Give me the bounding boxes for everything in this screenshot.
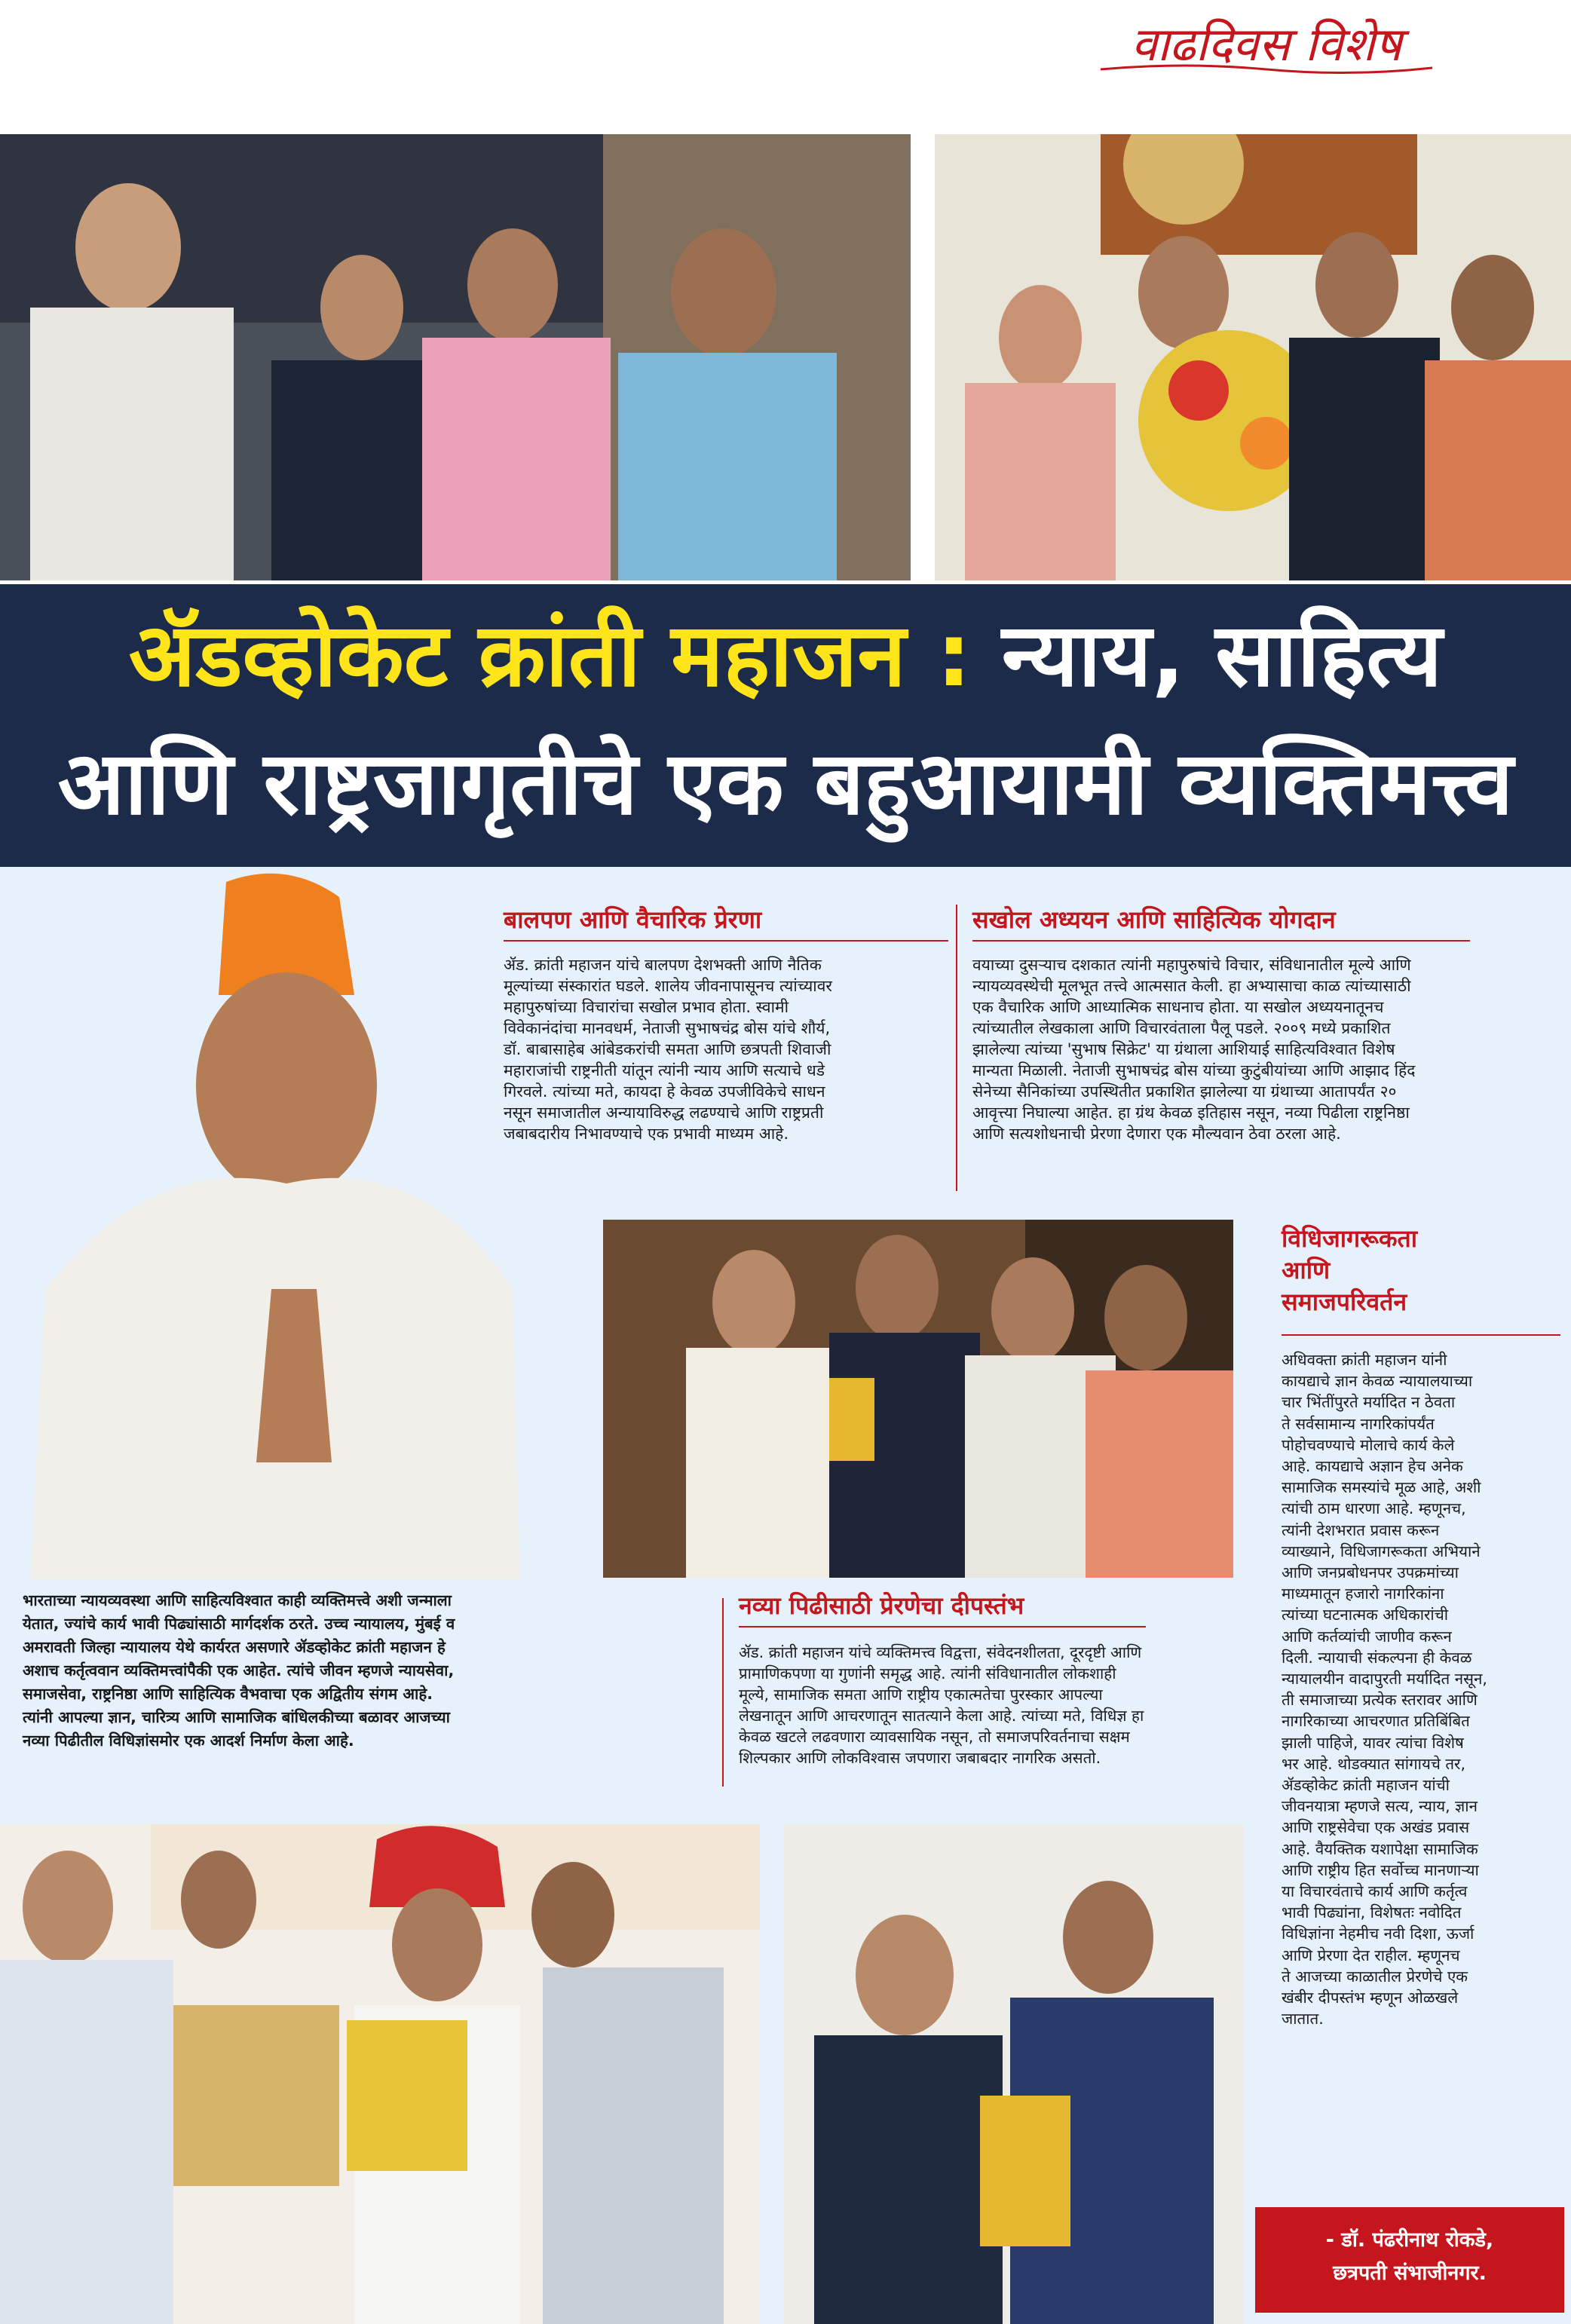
heading-line: आणि bbox=[1282, 1256, 1331, 1284]
section-body-inspiration bbox=[739, 1642, 1266, 1768]
text-line: लेखनातून आणि आचरणातून सातत्याने केला आहे. त्यांच्या मते, विधिज्ञ हा bbox=[739, 1707, 1144, 1725]
headline-line-1 bbox=[0, 603, 1571, 709]
text-line: न्यायालयीन वादापुरती मर्यादित नसून, bbox=[1282, 1670, 1487, 1689]
text-line: ती समाजाच्या प्रत्येक स्तरावर आणि bbox=[1282, 1691, 1478, 1710]
text-line: समाजसेवा, राष्ट्रनिष्ठा आणि साहित्यिक वैभवाचा एक अद्वितीय संगम आहे. bbox=[23, 1685, 433, 1703]
text-line: आणि राष्ट्रसेवेचा एक अखंड प्रवास bbox=[1282, 1818, 1470, 1837]
award-ceremony-photo bbox=[0, 1824, 760, 2324]
text-line: येतात, ज्यांचे कार्य भावी पिढ्यांसाठी मार्गदर्शक ठरते. उच्च न्यायालय, मुंबई व bbox=[23, 1615, 455, 1633]
section-heading-study: सखोल अध्ययन आणि साहित्यिक योगदान bbox=[972, 905, 1336, 934]
text-line: पोहोचवण्याचे मोलाचे कार्य केले bbox=[1282, 1435, 1455, 1454]
portrait-namaste-photo bbox=[0, 867, 520, 1579]
text-line: भर आहे. थोडक्यात सांगायचे तर, bbox=[1282, 1754, 1465, 1773]
banner-underline-flourish bbox=[1093, 62, 1440, 77]
text-line: ॲड. क्रांती महाजन यांचे बालपण देशभक्ती आणि नैतिक bbox=[504, 956, 822, 974]
text-line: झाली पाहिजे, यावर त्यांचा विशेष bbox=[1282, 1733, 1464, 1752]
text-line: कायद्याचे ज्ञान केवळ न्यायालयाच्या bbox=[1282, 1372, 1473, 1391]
text-line: मूल्ये, सामाजिक समता आणि राष्ट्रीय एकात्मतेचा पुरस्कार आपल्या bbox=[739, 1686, 1103, 1704]
text-line: आणि प्रेरणा देत राहील. म्हणूनच bbox=[1282, 1946, 1460, 1964]
text-line: या विचारवंताचे कार्य आणि कर्तृत्व bbox=[1282, 1882, 1468, 1901]
author-signature bbox=[1255, 2207, 1564, 2313]
text-line: डॉ. बाबासाहेब आंबेडकरांची समता आणि छत्रपती शिवाजी bbox=[504, 1040, 831, 1058]
text-line: केवळ खटले लढवणारा व्यावसायिक नसून, तो समाजपरिवर्तनाचा सक्षम bbox=[739, 1728, 1130, 1746]
text-line: झालेल्या त्यांच्या 'सुभाष सिक्रेट' या ग्रंथाला आशियाई साहित्यविश्वात विशेष bbox=[972, 1040, 1395, 1058]
text-line: अशाच कर्तृत्ववान व्यक्तिमत्त्वांपैकी एक आहेत. त्यांचे जीवन म्हणजे न्यायसेवा, bbox=[23, 1661, 455, 1679]
section-heading-underline bbox=[972, 940, 1470, 942]
text-line: आणि जनप्रबोधनपर उपक्रमांच्या bbox=[1282, 1563, 1459, 1582]
text-line: अमरावती जिल्हा न्यायालय येथे कार्यरत असणारे ॲडव्होकेट क्रांती महाजन हे bbox=[23, 1638, 446, 1656]
column-divider bbox=[722, 1598, 724, 1787]
text-line: महाराजांची राष्ट्रनीती यांतून त्यांनी न्याय आणि सत्याचे धडे bbox=[504, 1061, 825, 1079]
text-line: चार भिंतींपुरते मर्यादित न ठेवता bbox=[1282, 1393, 1456, 1412]
text-line: शिल्पकार आणि लोकविश्वास जपणारा जबाबदार नागरिक असतो. bbox=[739, 1749, 1101, 1767]
text-line: अधिवक्ता क्रांती महाजन यांनी bbox=[1282, 1351, 1447, 1369]
author-location: छत्रपती संभाजीनगर. bbox=[1333, 2261, 1487, 2285]
text-line: मूल्यांच्या संस्कारांत घडले. शालेय जीवनापासूनच त्यांच्यावर bbox=[504, 977, 832, 995]
banner-title: वाढदिवस विशेष bbox=[1131, 17, 1402, 72]
column-divider bbox=[956, 905, 957, 1191]
section-body-study bbox=[972, 954, 1568, 1144]
text-line: वयाच्या दुसऱ्याच दशकात त्यांनी महापुरुषांचे विचार, संविधानातील मूल्ये आणि bbox=[972, 956, 1411, 974]
section-heading-legal-awareness bbox=[1282, 1223, 1417, 1318]
text-line: मान्यता मिळाली. नेताजी सुभाषचंद्र बोस यांच्या कुटुंबीयांच्या आणि आझाद हिंद bbox=[972, 1061, 1416, 1079]
section-heading-underline bbox=[504, 940, 948, 942]
text-line: विवेकानंदांचा मानवधर्म, नेताजी सुभाषचंद्र बोस यांचे शौर्य, bbox=[504, 1019, 831, 1037]
text-line: प्रामाणिकपणा या गुणांनी समृद्ध आहे. त्यांनी संविधानातील लोकशाही bbox=[739, 1664, 1116, 1683]
text-line: आणि सत्यशोधनाची प्रेरणा देणारा एक मौल्यवान ठेवा ठरला आहे. bbox=[972, 1125, 1341, 1143]
text-line: सामाजिक समस्यांचे मूळ आहे, अशी bbox=[1282, 1478, 1481, 1497]
text-line: जबाबदारीय निभावण्याचे एक प्रभावी माध्यम आहे. bbox=[504, 1125, 789, 1143]
text-line: जातात. bbox=[1282, 2010, 1324, 2029]
heading-line: समाजपरिवर्तन bbox=[1282, 1288, 1407, 1316]
section-heading-underline bbox=[739, 1626, 1146, 1627]
text-line: ॲड. क्रांती महाजन यांचे व्यक्तिमत्त्व विद्वत्ता, संवेदनशीलता, दूरदृष्टी आणि bbox=[739, 1643, 1142, 1661]
headline-line-2: आणि राष्ट्रजागृतीचे एक बहुआयामी व्यक्तिमत्त्व bbox=[57, 733, 1514, 834]
text-line: आवृत्त्या निघाल्या आहेत. हा ग्रंथ केवळ इतिहास नसून, नव्या पिढीला राष्ट्रनिष्ठा bbox=[972, 1104, 1410, 1122]
text-line: त्यांनी देशभरात प्रवास करून bbox=[1282, 1520, 1440, 1539]
text-line: सेनेच्या सैनिकांच्या उपस्थितीत प्रकाशित झालेल्या या ग्रंथाच्या आतापर्यंत २० bbox=[972, 1082, 1397, 1101]
text-line: विधिज्ञांना नेहमीच नवी दिशा, ऊर्जा bbox=[1282, 1924, 1475, 1943]
text-line: महापुरुषांच्या विचारांचा सखोल प्रभाव होता. स्वामी bbox=[504, 998, 789, 1016]
text-line: भावी पिढ्यांना, विशेषतः नवोदित bbox=[1282, 1903, 1462, 1922]
book-presentation-office-photo bbox=[603, 1220, 1233, 1578]
headline-subtitle-1: न्याय, साहित्य bbox=[971, 605, 1443, 706]
book-presentation-photo bbox=[784, 1824, 1244, 2324]
section-heading-childhood: बालपण आणि वैचारिक प्रेरणा bbox=[504, 905, 762, 934]
section-banner bbox=[1093, 8, 1440, 83]
text-line: खंबीर दीपस्तंभ म्हणून ओळखले bbox=[1282, 1989, 1459, 2007]
section-body-childhood bbox=[504, 954, 956, 1144]
text-line: नसून समाजातील अन्यायाविरुद्ध लढण्याचे आणि राष्ट्रप्रती bbox=[504, 1104, 824, 1122]
text-line: व्याख्याने, विधिजागरूकता अभियाने bbox=[1282, 1542, 1481, 1560]
text-line: जीवनयात्रा म्हणजे सत्य, न्याय, ज्ञान bbox=[1282, 1797, 1478, 1816]
section-heading-inspiration: नव्या पिढीसाठी प्रेरणेचा दीपस्तंभ bbox=[739, 1591, 1024, 1620]
text-line: न्यायव्यवस्थेची मूलभूत तत्त्वे आत्मसात केली. हा अभ्यासाचा काळ त्यांच्यासाठी bbox=[972, 977, 1411, 995]
headline-name: ॲडव्होकेट क्रांती महाजन : bbox=[128, 605, 972, 706]
text-line: भारताच्या न्यायव्यवस्था आणि साहित्यविश्वात काही व्यक्तिमत्त्वे अशी जन्माला bbox=[23, 1591, 452, 1609]
text-line: त्यांनी आपल्या ज्ञान, चारित्र्य आणि सामाजिक बांधिलकीच्या बळावर आजच्या bbox=[23, 1708, 450, 1726]
text-line: त्यांची ठाम धारणा आहे. म्हणूनच, bbox=[1282, 1499, 1466, 1518]
text-line: माध्यमातून हजारो नागरिकांना bbox=[1282, 1585, 1444, 1603]
text-line: ॲडव्होकेट क्रांती महाजन यांची bbox=[1282, 1776, 1450, 1795]
text-line: एक वैचारिक आणि आध्यात्मिक साधनाच होता. या सखोल अध्ययनातूनच bbox=[972, 998, 1384, 1016]
text-line: आहे. वैयक्तिक यशापेक्षा सामाजिक bbox=[1282, 1839, 1478, 1858]
text-line: ते आजच्या काळातील प्रेरणेचे एक bbox=[1282, 1967, 1468, 1986]
text-line: त्यांच्या घटनात्मक अधिकारांची bbox=[1282, 1606, 1449, 1624]
text-line: नव्या पिढीतील विधिज्ञांसमोर एक आदर्श निर्माण केला आहे. bbox=[23, 1732, 354, 1750]
heading-line: विधिजागरूकता bbox=[1282, 1224, 1418, 1253]
text-line: नागरिकाच्या आचरणात प्रतिबिंबित bbox=[1282, 1712, 1470, 1731]
group-photo-shop bbox=[0, 134, 911, 580]
text-line: आणि राष्ट्रीय हित सर्वोच्च मानणाऱ्या bbox=[1282, 1860, 1479, 1879]
text-line: त्यांच्यातील लेखकाला आणि विचारवंताला पैलू पडले. २००९ मध्ये प्रकाशित bbox=[972, 1019, 1391, 1037]
text-line: दिली. न्यायाची संकल्पना ही केवळ bbox=[1282, 1648, 1472, 1667]
section-body-legal-awareness bbox=[1282, 1349, 1568, 2030]
text-line: आहे. कायद्याचे अज्ञान हेच अनेक bbox=[1282, 1457, 1463, 1476]
bouquet-felicitation-photo bbox=[935, 134, 1571, 580]
intro-paragraph bbox=[23, 1589, 724, 1753]
section-heading-underline bbox=[1282, 1334, 1560, 1336]
author-name: - डॉ. पंढरीनाथ रोकडे, bbox=[1325, 2228, 1494, 2252]
text-line: आणि कर्तव्यांची जाणीव करून bbox=[1282, 1627, 1452, 1646]
text-line: ते सर्वसामान्य नागरिकांपर्यंत bbox=[1282, 1414, 1435, 1433]
text-line: गिरवले. त्यांच्या मते, कायदा हे केवळ उपजीविकेचे साधन bbox=[504, 1082, 825, 1101]
